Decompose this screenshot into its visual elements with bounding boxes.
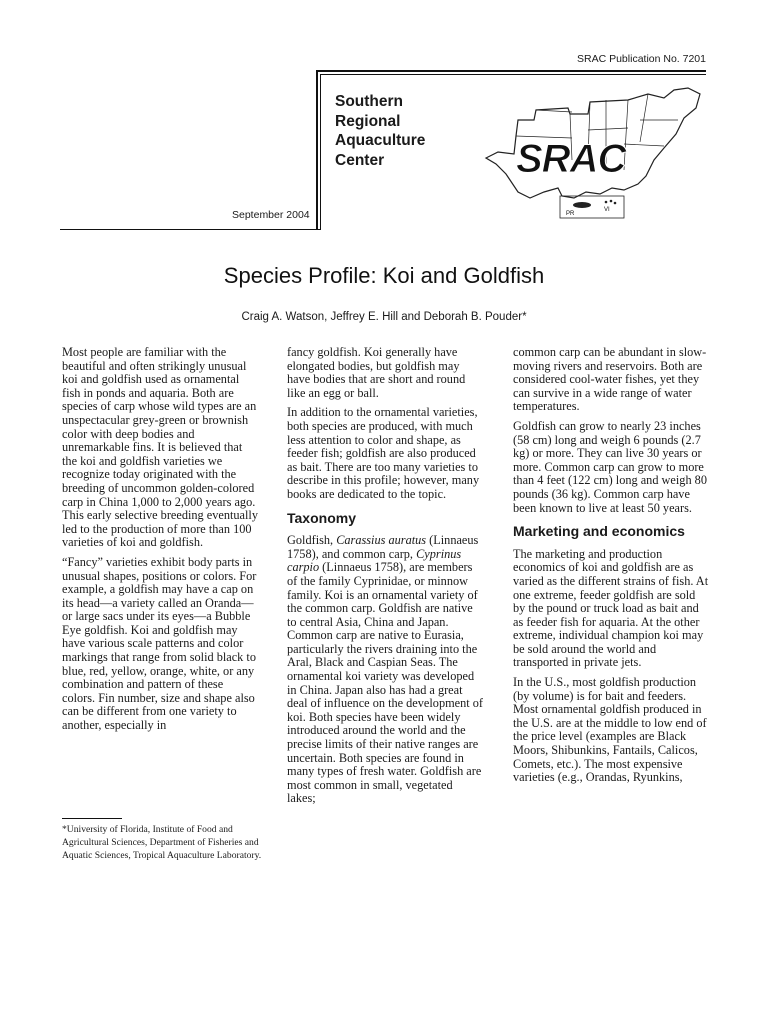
- srac-logo-text: SRAC: [516, 137, 626, 181]
- taxonomy-paragraph: [287, 534, 483, 806]
- authors: Craig A. Watson, Jeffrey E. Hill and Deborah B. Pouder*: [241, 311, 527, 323]
- column-2: [287, 346, 483, 812]
- column-1: [62, 346, 258, 739]
- virgin-islands-label: VI: [604, 207, 610, 213]
- center-name: [335, 92, 425, 170]
- col3-paragraph-3: The marketing and production economics of koi and goldfish are as varied as the different strains of fish. At one extreme, feeder goldfish are sold by the pound or truck load as bait and as feeder fish for aquaria. At the other extreme, individual champion koi may be sold around the world and transported in private jets.: [513, 546, 709, 670]
- center-name-line2: Regional: [335, 112, 401, 130]
- puerto-rico-label: PR: [566, 211, 575, 217]
- center-name-line1: Southern: [335, 93, 404, 110]
- goldfish-scientific-name: Carassius auratus: [336, 533, 427, 548]
- virgin-islands-dot-1: [605, 201, 608, 204]
- col2-paragraph-2: In addition to the ornamental varieties, both species are produced, with much less attention to color and shape, as feeder fish; goldfish are also produced as bait. There are too many varieties to describe in this profile; however, many books are dedicated to the topic.: [287, 405, 480, 501]
- taxonomy-text-3: (Linnaeus 1758), are members of the family Cyprinidae, or minnow family. Koi is an ornamental variety of the common carp. Goldfish are native to central Asia, China and Japan. Common carp are native to Eurasia, particularly the rivers draining into the Aral, Black and Caspian Seas. The ornamental koi variety was developed in China. Japan also has had a great deal of influence on the development of koi. Both species have been widely introduced around the world and the precise limits of their native ranges are uncertain. Both species are found in many types of fresh water. Goldfish are most common in small, vegetated lakes;: [287, 560, 483, 806]
- col3-paragraph-1: common carp can be abundant in slow-moving rivers and reservoirs. Both are considered cool-water fishes, yet they can survive in a wide range of water temperatures.: [513, 345, 707, 414]
- virgin-islands-dot-2: [610, 200, 613, 203]
- publication-date: September 2004: [232, 209, 310, 221]
- marketing-heading: Marketing and economics: [513, 523, 685, 540]
- footnote-rule: [62, 818, 122, 819]
- taxonomy-text-1: Goldfish,: [287, 533, 337, 548]
- footnote: *University of Florida, Institute of Food and Agricultural Sciences, Department of Fisheries and Aquatic Sciences, Tropical Aquaculture Laboratory.: [62, 824, 262, 861]
- srac-map-logo: [478, 80, 706, 230]
- col2-paragraph-1: fancy goldfish. Koi generally have elongated bodies, but goldfish may have bodies that are short and round like an egg or ball.: [287, 345, 466, 400]
- header-frame-left-inner: [320, 74, 321, 230]
- center-name-line3: Aquaculture: [335, 132, 426, 149]
- column-3: [513, 346, 709, 791]
- puerto-rico-shape: [573, 202, 591, 208]
- col3-paragraph-4: In the U.S., most goldfish production (by volume) is for bait and feeders. Most ornamental goldfish produced in the U.S. are at the middle to low end of the price level (examples are Black Moors, Shibunkins, Fantails, Calicos, Comets, etc.). The most expensive varieties (e.g., Orandas, Ryunkins,: [513, 675, 707, 785]
- taxonomy-heading: Taxonomy: [287, 509, 356, 526]
- center-name-line4: Center: [335, 151, 385, 169]
- carp-scientific-name: Cyprinus carpio: [287, 546, 462, 575]
- header-frame-left: [316, 70, 318, 230]
- page-title: Species Profile: Koi and Goldfish: [223, 263, 545, 288]
- header-frame-top: [316, 70, 706, 72]
- publication-number: SRAC Publication No. 7201: [577, 53, 706, 65]
- col1-paragraph-2: “Fancy” varieties exhibit body parts in unusual shapes, positions or colors. For example, a goldfish may have a cap on its head—a variety called an Oranda—or large sacs under its eyes—a Bubble Eye goldfish. Koi and goldfish may have various scale patterns and color markings that range from solid black to blue, red, yellow, orange, white, or any combination and pattern of these colors. Fin number, size and shape also can be different from one variety to another, especially in: [62, 554, 257, 733]
- header-frame-top-inner: [320, 74, 706, 75]
- taxonomy-text-2: (Linnaeus 1758), and common carp,: [287, 533, 479, 561]
- header-frame-bottom: [60, 229, 320, 230]
- col3-paragraph-2: Goldfish can grow to nearly 23 inches (58 cm) long and weigh 6 pounds (2.7 kg) or more. They can live 30 years or more. Common carp can grow to more than 4 feet (122 cm) long and weigh 80 pounds (36 kg). Common carp have been known to live at least 50 years.: [513, 418, 707, 515]
- virgin-islands-dot-3: [614, 202, 617, 205]
- col1-paragraph-1: Most people are familiar with the beautiful and often strikingly unusual koi and goldfish used as ornamental fish in ponds and aquaria. Both are species of carp whose wild types are an unspectacular grey-green or brownish color with deep bodies and unremarkable fins. It is believed that the koi and goldfish varieties we recognize today originated with the breeding of uncommon golden-colored carp in China 1,000 to 2,000 years ago. This early selective breeding eventually led to the production of more than 100 varieties of koi and goldfish.: [62, 345, 258, 550]
